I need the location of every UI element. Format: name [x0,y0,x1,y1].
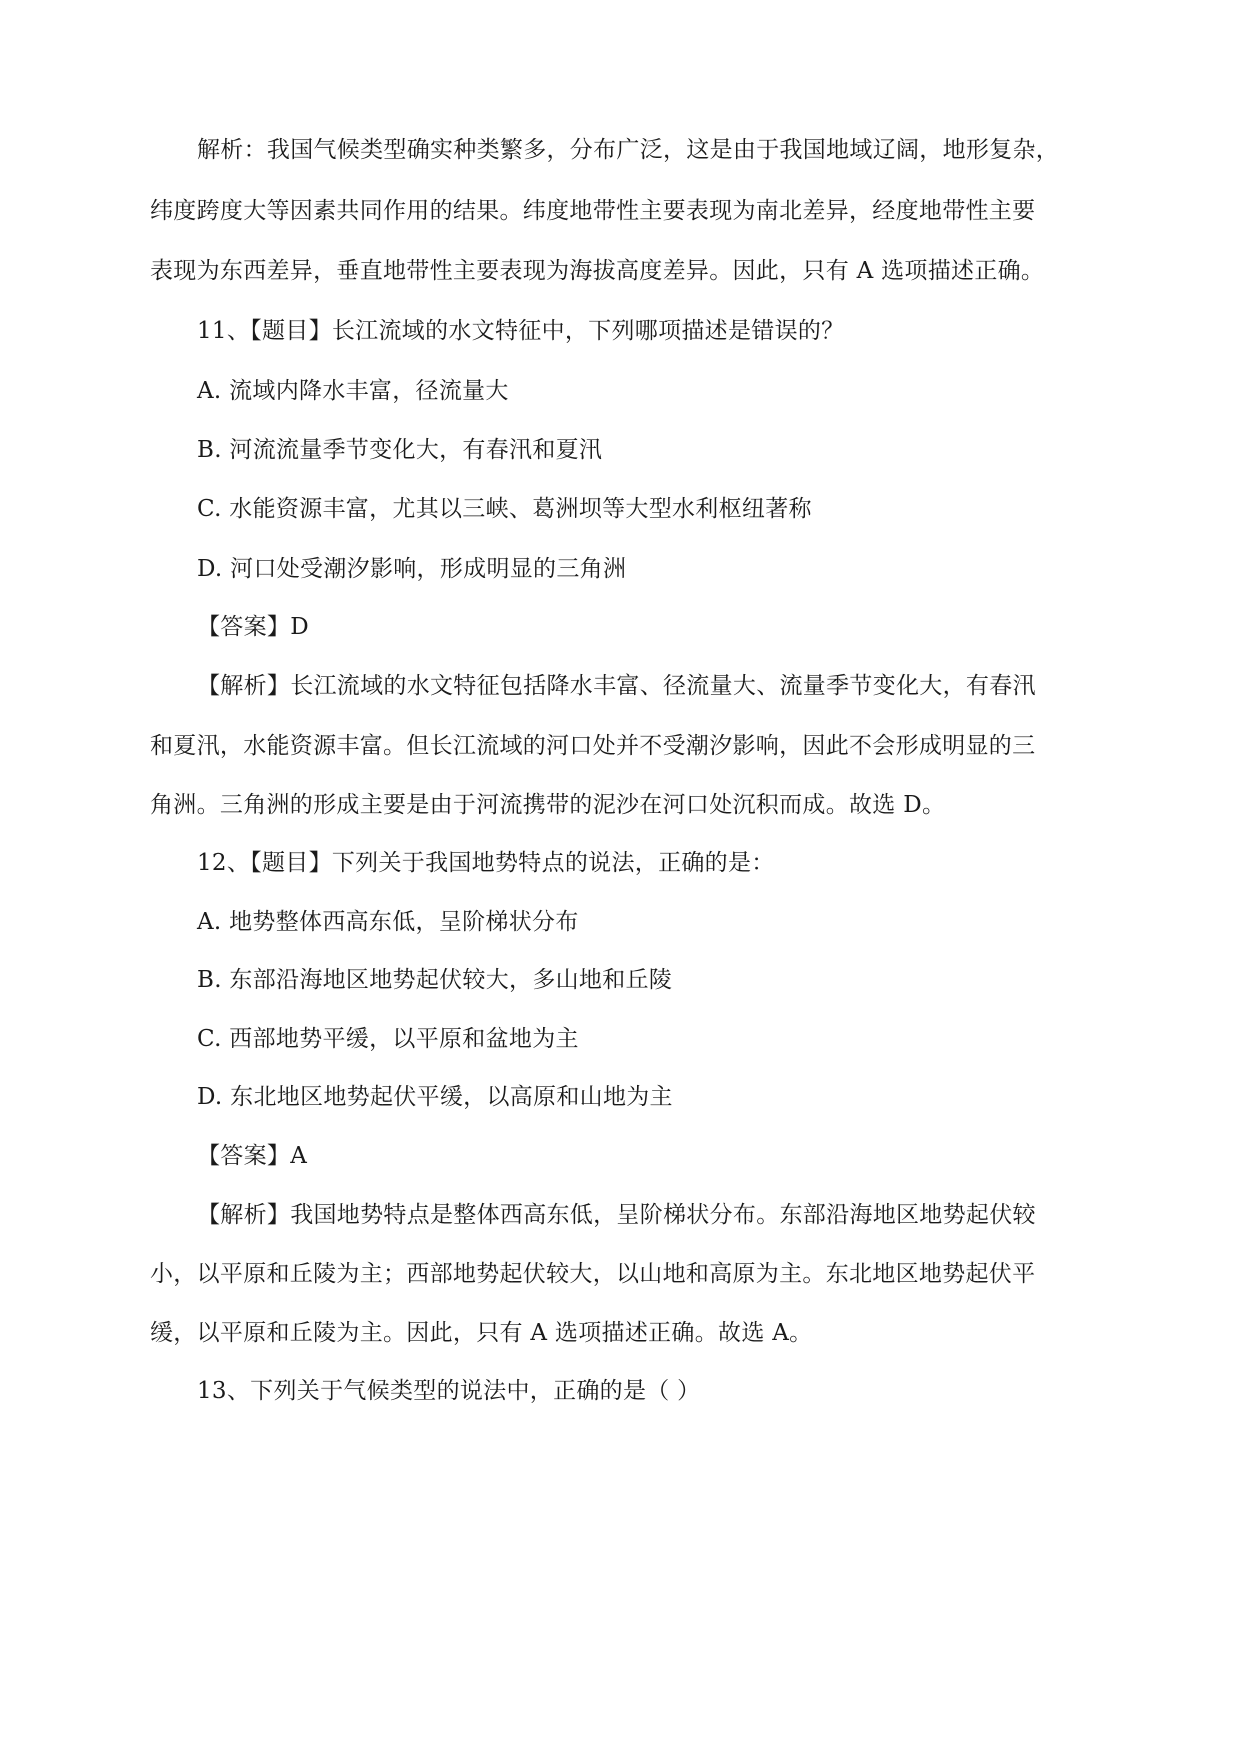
question-11-answer: 【答案】D [197,614,309,640]
question-13-title: 13、下列关于气候类型的说法中，正确的是（ ） [197,1378,701,1404]
intro-explanation-line-2: 纬度跨度大等因素共同作用的结果。纬度地带性主要表现为南北差异，经度地带性主要 [150,198,1036,224]
question-12-title: 12、【题目】下列关于我国地势特点的说法，正确的是： [197,850,775,876]
question-11-explanation-line-3: 角洲。三角洲的形成主要是由于河流携带的泥沙在河口处沉积而成。故选 D。 [150,792,946,818]
question-11-option-c: C. 水能资源丰富，尤其以三峡、葛洲坝等大型水利枢纽著称 [197,496,812,522]
intro-explanation-line-3: 表现为东西差异，垂直地带性主要表现为海拔高度差异。因此，只有 A 选项描述正确。 [150,258,1045,284]
question-12-option-c: C. 西部地势平缓，以平原和盆地为主 [197,1026,579,1052]
question-12-option-d: D. 东北地区地势起伏平缓，以高原和山地为主 [197,1084,673,1110]
intro-explanation-line-1: 解析：我国气候类型确实种类繁多，分布广泛，这是由于我国地域辽阔，地形复杂， [197,137,1060,163]
question-11-title: 11、【题目】长江流域的水文特征中，下列哪项描述是错误的？ [197,318,845,344]
question-12-explanation-line-1: 【解析】我国地势特点是整体西高东低，呈阶梯状分布。东部沿海地区地势起伏较 [197,1202,1036,1228]
question-11-option-b: B. 河流流量季节变化大，有春汛和夏汛 [197,437,603,463]
question-12-explanation-line-2: 小，以平原和丘陵为主；西部地势起伏较大，以山地和高原为主。东北地区地势起伏平 [150,1261,1036,1287]
question-11-explanation-line-2: 和夏汛，水能资源丰富。但长江流域的河口处并不受潮汐影响，因此不会形成明显的三 [150,733,1036,759]
question-12-option-a: A. 地势整体西高东低，呈阶梯状分布 [197,909,579,935]
question-11-explanation-line-1: 【解析】长江流域的水文特征包括降水丰富、径流量大、流量季节变化大，有春汛 [197,673,1036,699]
question-12-option-b: B. 东部沿海地区地势起伏较大，多山地和丘陵 [197,967,673,993]
question-11-option-d: D. 河口处受潮汐影响，形成明显的三角洲 [197,556,627,582]
question-12-explanation-line-3: 缓，以平原和丘陵为主。因此，只有 A 选项描述正确。故选 A。 [150,1320,813,1346]
question-12-answer: 【答案】A [197,1143,308,1169]
question-11-option-a: A. 流域内降水丰富，径流量大 [197,378,509,404]
